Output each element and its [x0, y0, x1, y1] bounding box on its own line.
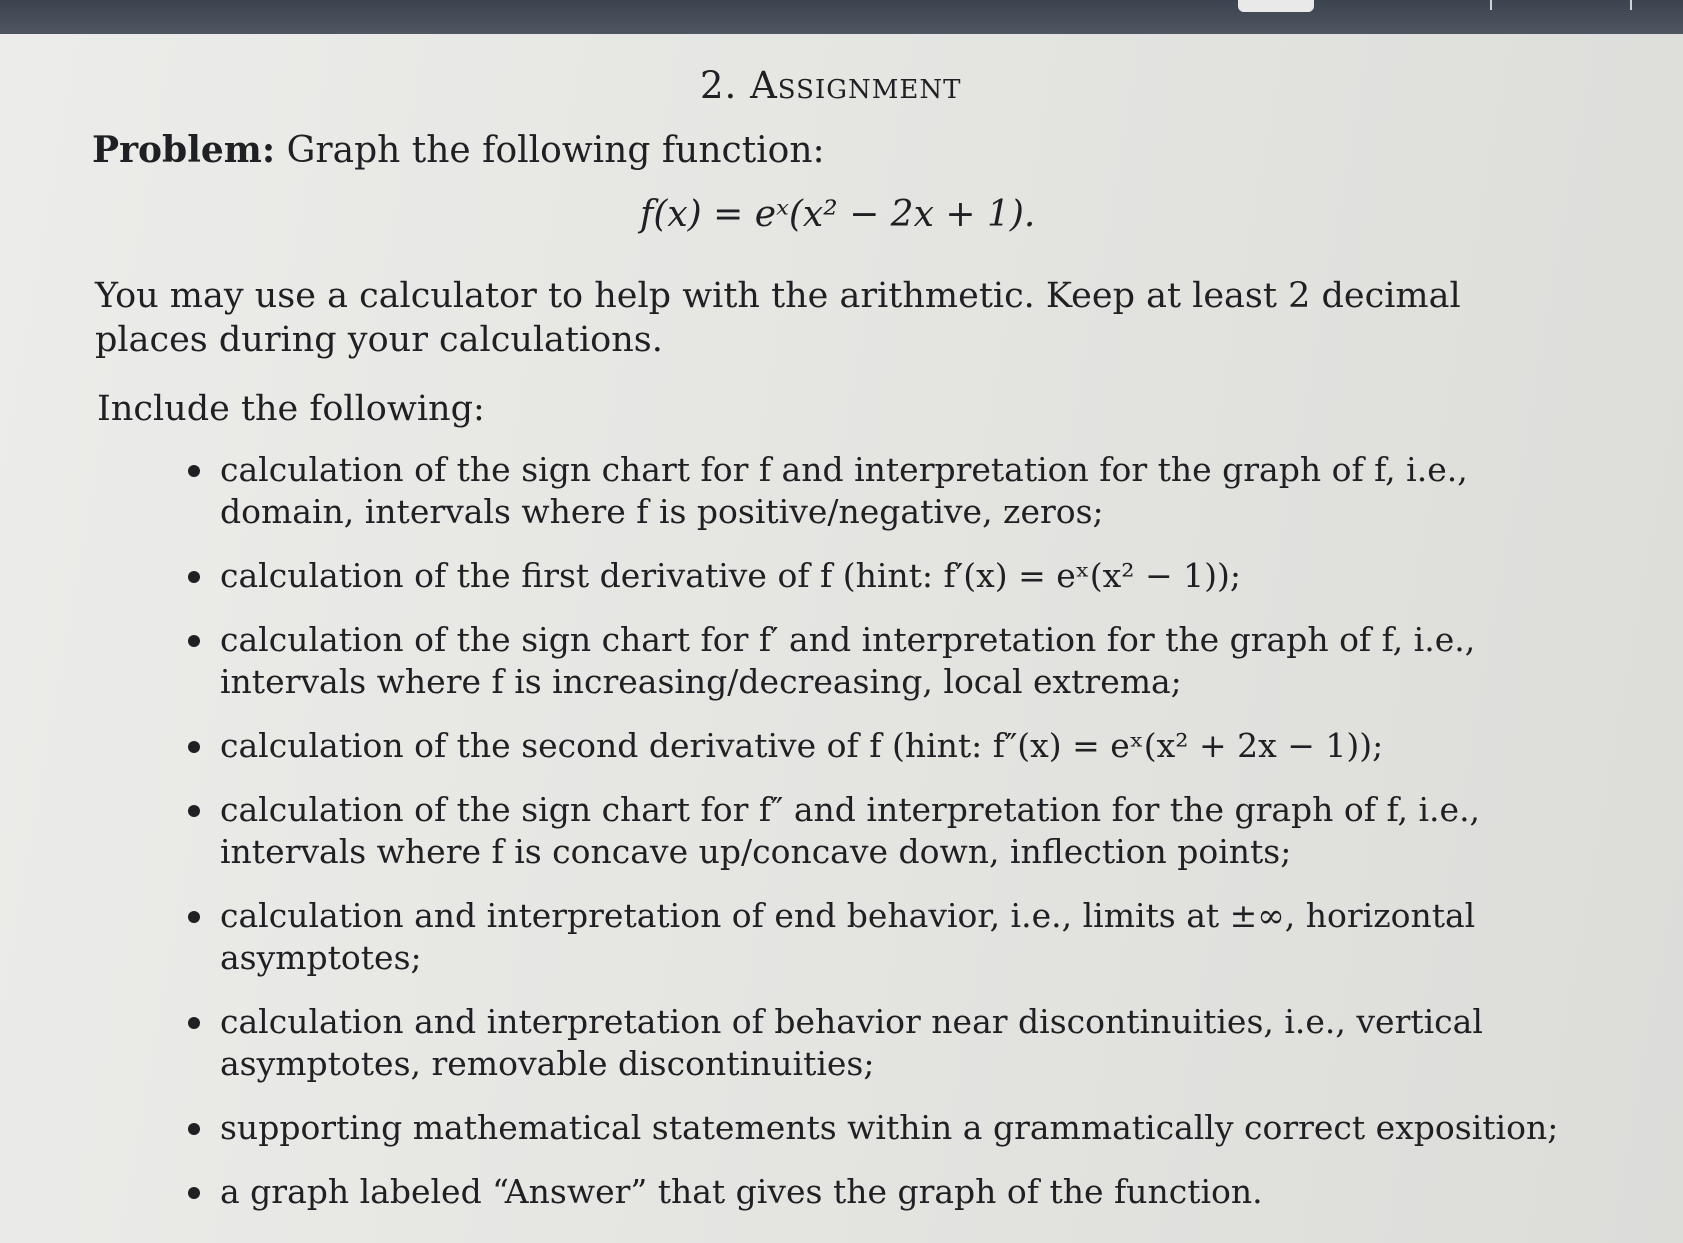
- bullet-icon: [188, 1123, 200, 1135]
- list-item: [180, 789, 1570, 873]
- instructions-paragraph: You may use a calculator to help with the arithmetic. Keep at least 2 decimal places during your calculations.: [95, 276, 1461, 360]
- list-item: [180, 725, 1570, 767]
- problem-text: Graph the following function:: [286, 130, 825, 171]
- function-equation: f(x) = eˣ(x² − 2x + 1).: [640, 194, 1036, 235]
- bezel-tick: [1490, 0, 1492, 10]
- list-item: [180, 1171, 1570, 1213]
- bullet-icon: [188, 805, 200, 817]
- requirements-list: [180, 449, 1570, 1235]
- list-item-text: calculation and interpretation of end behavior, i.e., limits at ±∞, horizontal asymptotes;: [220, 896, 1476, 977]
- bullet-icon: [188, 465, 200, 477]
- list-item-text: calculation of the sign chart for f′ and interpretation for the graph of f, i.e., intervals where f is increasing/decreasing, local extrema;: [220, 620, 1476, 701]
- include-heading: Include the following:: [97, 389, 485, 429]
- bullet-icon: [188, 571, 200, 583]
- list-item-text: calculation of the sign chart for f and interpretation for the graph of f, i.e., domain, intervals where f is positive/negative, zeros;: [220, 450, 1468, 531]
- list-item-text: calculation of the first derivative of f (hint: f′(x) = eˣ(x² − 1));: [220, 556, 1241, 595]
- bullet-icon: [188, 1017, 200, 1029]
- section-number: 2.: [700, 64, 738, 107]
- list-item: [180, 1107, 1570, 1149]
- list-item-text: calculation of the second derivative of f (hint: f″(x) = eˣ(x² + 2x − 1));: [220, 726, 1384, 765]
- bezel-tab: [1238, 0, 1314, 12]
- list-item: [180, 1001, 1570, 1085]
- screen-top-bezel: [0, 0, 1683, 34]
- list-item: [180, 895, 1570, 979]
- bullet-icon: [188, 635, 200, 647]
- list-item-text: calculation of the sign chart for f″ and interpretation for the graph of f, i.e., intervals where f is concave up/concave down, inflection points;: [220, 790, 1481, 871]
- document-page: [0, 34, 1683, 1243]
- list-item: [180, 449, 1570, 533]
- problem-label: Problem:: [92, 129, 276, 171]
- list-item: [180, 555, 1570, 597]
- list-item-text: supporting mathematical statements within a grammatically correct exposition;: [220, 1108, 1559, 1147]
- section-title: Assignment: [750, 64, 962, 107]
- list-item: [180, 619, 1570, 703]
- problem-statement: [92, 129, 825, 171]
- bullet-icon: [188, 911, 200, 923]
- list-item-text: a graph labeled “Answer” that gives the graph of the function.: [220, 1172, 1263, 1211]
- bezel-tick: [1630, 0, 1632, 10]
- bullet-icon: [188, 741, 200, 753]
- list-item-text: calculation and interpretation of behavior near discontinuities, i.e., vertical asymptotes, removable discontinuities;: [220, 1002, 1483, 1083]
- section-heading: [700, 64, 961, 107]
- bullet-icon: [188, 1187, 200, 1199]
